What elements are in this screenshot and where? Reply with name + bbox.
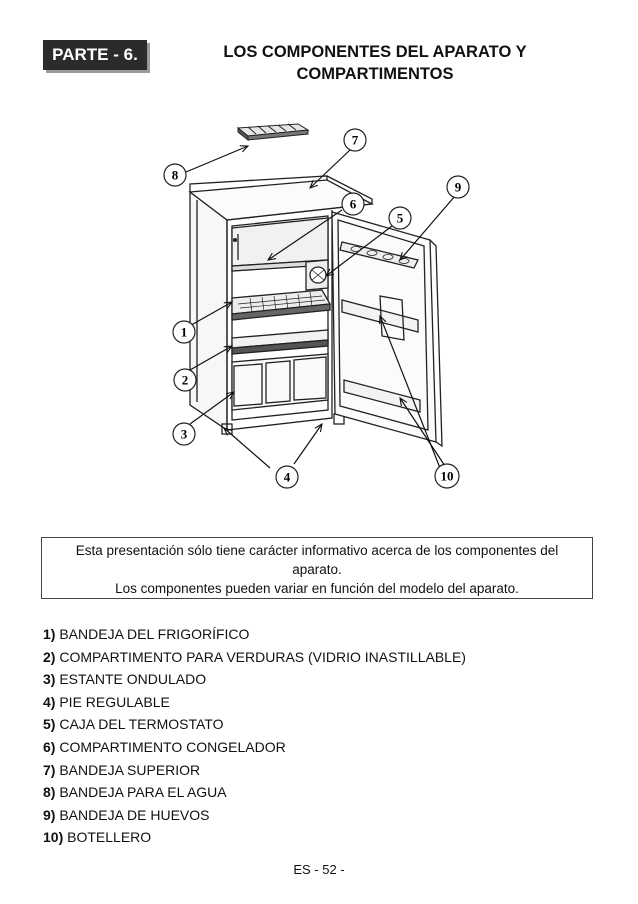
water-tray-drawing (238, 124, 308, 140)
legend-label: COMPARTIMENTO PARA VERDURAS (VIDRIO INASTILLABLE) (59, 648, 466, 665)
callout-10 (435, 464, 459, 488)
callout-7 (344, 129, 366, 151)
callout-3 (173, 423, 195, 445)
legend-label: BOTELLERO (67, 829, 152, 846)
notice-line1: Esta presentación sólo tiene carácter informativo acerca de los componentes del (75, 543, 559, 558)
legend-item (43, 781, 603, 804)
page-title (170, 41, 580, 85)
legend-number: 9) (43, 806, 56, 823)
callout-8 (164, 164, 186, 186)
legend-item (43, 826, 603, 849)
page-number: ES - 52 - (293, 862, 345, 877)
svg-text:3: 3 (180, 426, 188, 442)
legend-number: 8) (43, 784, 56, 801)
callout-2 (174, 369, 196, 391)
svg-text:1: 1 (180, 324, 188, 340)
refrigerator-diagram (0, 100, 638, 500)
svg-text:4: 4 (283, 469, 291, 485)
legend-number: 2) (43, 648, 56, 665)
legend-item (43, 668, 603, 691)
callout-1 (173, 321, 195, 343)
legend-label: ESTANTE ONDULADO (59, 671, 207, 688)
notice-line3: Los componentes pueden variar en función del modelo del aparato. (115, 581, 519, 596)
legend-label: BANDEJA SUPERIOR (59, 761, 201, 778)
svg-text:7: 7 (351, 132, 359, 148)
legend-label: COMPARTIMENTO CONGELADOR (59, 738, 286, 755)
legend-label: BANDEJA DEL FRIGORÍFICO (59, 626, 250, 642)
legend-number: 7) (43, 761, 56, 778)
legend-label: BANDEJA PARA EL AGUA (59, 784, 227, 801)
legend-item (43, 759, 603, 782)
legend-number: 10) (43, 829, 64, 846)
legend-item (43, 804, 603, 827)
legend-label: BANDEJA DE HUEVOS (59, 806, 210, 823)
refrigerator-illustration (0, 100, 638, 500)
legend-item (43, 623, 603, 646)
part-badge: PARTE - 6. (43, 40, 147, 70)
svg-text:2: 2 (181, 372, 189, 388)
svg-text:5: 5 (396, 210, 404, 226)
callout-9 (447, 176, 469, 198)
legend-number: 5) (43, 716, 56, 733)
legend-number: 6) (43, 738, 56, 755)
callout-4 (276, 466, 298, 488)
page-title-line2: COMPARTIMENTOS (296, 65, 454, 83)
notice-line2: aparato. (292, 562, 342, 577)
legend-item (43, 736, 603, 759)
svg-text:6: 6 (349, 196, 357, 212)
legend-number: 1) (43, 626, 56, 642)
legend-number: 3) (43, 671, 56, 688)
callout-6 (342, 193, 364, 215)
legend-label: CAJA DEL TERMOSTATO (59, 716, 224, 733)
svg-text:10: 10 (440, 468, 454, 484)
legend-label: PIE REGULABLE (59, 693, 170, 710)
legend-item (43, 646, 603, 669)
legend-number: 4) (43, 693, 56, 710)
svg-text:9: 9 (454, 179, 462, 195)
legend-item (43, 713, 603, 736)
components-legend (43, 623, 603, 849)
page-title-line1: LOS COMPONENTES DEL APARATO Y (223, 43, 527, 61)
callout-5 (389, 207, 411, 229)
svg-text:8: 8 (171, 167, 179, 183)
legend-item (43, 691, 603, 714)
informative-notice (41, 537, 593, 599)
